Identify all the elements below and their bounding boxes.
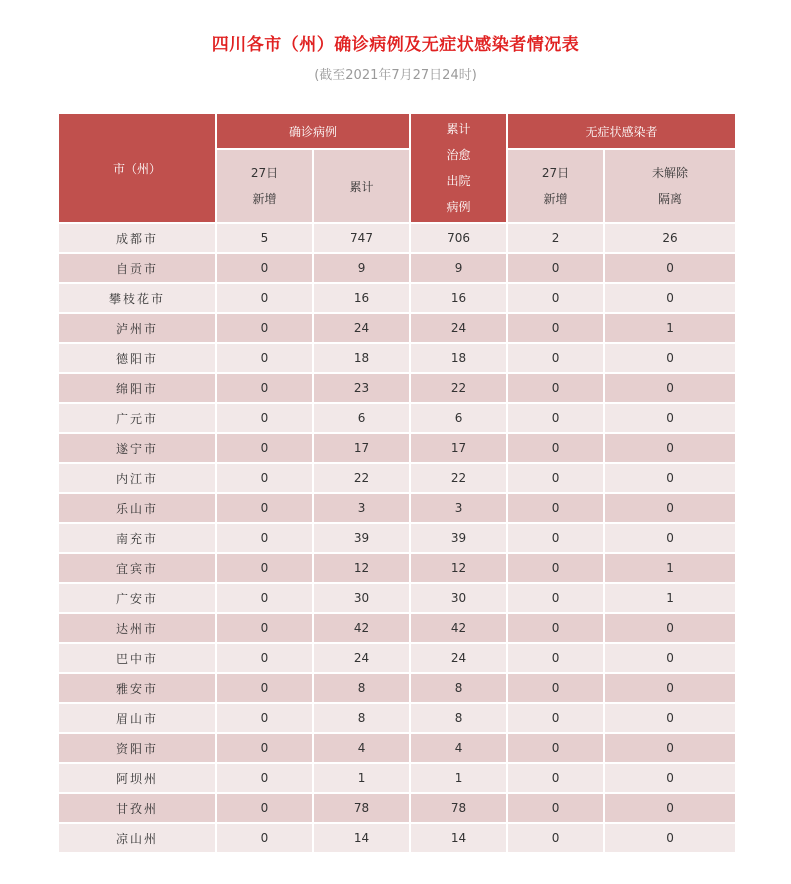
page-title: 四川各市（州）确诊病例及无症状感染者情况表: [211, 35, 580, 55]
table-row: [59, 314, 735, 344]
cell-asym-new: 0: [508, 794, 605, 824]
cell-confirmed-cumulative: 1: [314, 764, 411, 794]
cell-asym-unreleased: 0: [605, 434, 735, 464]
cell-asym-unreleased: 0: [605, 374, 735, 404]
cell-asym-unreleased: 0: [605, 254, 735, 284]
cell-city: 资阳市: [59, 734, 217, 764]
cell-confirmed-cumulative: 42: [314, 614, 411, 644]
cell-confirmed-cumulative: 4: [314, 734, 411, 764]
table-row: [59, 224, 735, 254]
cell-confirmed-new: 0: [217, 614, 314, 644]
table-row: [59, 644, 735, 674]
cell-asym-unreleased: 0: [605, 644, 735, 674]
page-subtitle: (截至2021年7月27日24时): [314, 68, 477, 83]
cell-city: 攀枝花市: [59, 284, 217, 314]
cell-city: 凉山州: [59, 824, 217, 854]
header-recovered-line: 出院: [446, 174, 471, 188]
cell-asym-new: 0: [508, 554, 605, 584]
table-row: [59, 614, 735, 644]
cell-confirmed-new: 0: [217, 704, 314, 734]
cell-confirmed-cumulative: 78: [314, 794, 411, 824]
cell-confirmed-cumulative: 24: [314, 314, 411, 344]
cell-recovered: 14: [411, 824, 508, 854]
cell-city: 广元市: [59, 404, 217, 434]
cell-asym-unreleased: 0: [605, 464, 735, 494]
cell-asym-new: 0: [508, 824, 605, 854]
header-recovered: [411, 114, 508, 224]
cell-confirmed-new: 0: [217, 524, 314, 554]
cell-confirmed-new: 0: [217, 464, 314, 494]
cell-confirmed-new: 0: [217, 494, 314, 524]
cell-city: 内江市: [59, 464, 217, 494]
cell-recovered: 39: [411, 524, 508, 554]
cell-confirmed-new: 0: [217, 314, 314, 344]
cell-confirmed-new: 0: [217, 554, 314, 584]
table-row: [59, 704, 735, 734]
cell-asym-new: 0: [508, 704, 605, 734]
cell-asym-unreleased: 0: [605, 674, 735, 704]
cell-asym-unreleased: 0: [605, 494, 735, 524]
cell-confirmed-cumulative: 16: [314, 284, 411, 314]
cell-confirmed-new: 0: [217, 764, 314, 794]
header-line: 隔离: [658, 192, 683, 206]
cell-confirmed-new: 0: [217, 404, 314, 434]
cell-confirmed-new: 0: [217, 734, 314, 764]
cell-recovered: 17: [411, 434, 508, 464]
cell-confirmed-new: 5: [217, 224, 314, 254]
cell-city: 成都市: [59, 224, 217, 254]
cell-asym-unreleased: 1: [605, 554, 735, 584]
header-city: 市（州）: [59, 114, 217, 224]
cell-asym-new: 0: [508, 734, 605, 764]
cell-recovered: 8: [411, 704, 508, 734]
header-asymptomatic-group: 无症状感染者: [508, 114, 735, 150]
cell-recovered: 4: [411, 734, 508, 764]
cell-confirmed-cumulative: 30: [314, 584, 411, 614]
cell-recovered: 16: [411, 284, 508, 314]
cell-recovered: 22: [411, 374, 508, 404]
table-row: [59, 794, 735, 824]
cell-city: 遂宁市: [59, 434, 217, 464]
header-line: 27日: [250, 166, 279, 180]
cell-city: 雅安市: [59, 674, 217, 704]
cell-asym-new: 0: [508, 674, 605, 704]
table-row: [59, 824, 735, 854]
cell-recovered: 8: [411, 674, 508, 704]
table-row: [59, 254, 735, 284]
cell-confirmed-cumulative: 18: [314, 344, 411, 374]
cell-asym-new: 0: [508, 584, 605, 614]
header-line: 未解除: [652, 166, 689, 180]
cell-city: 自贡市: [59, 254, 217, 284]
table-row: [59, 554, 735, 584]
cell-asym-new: 0: [508, 494, 605, 524]
cell-confirmed-new: 0: [217, 644, 314, 674]
cell-city: 绵阳市: [59, 374, 217, 404]
cell-confirmed-cumulative: 747: [314, 224, 411, 254]
cell-city: 宜宾市: [59, 554, 217, 584]
table-row: [59, 404, 735, 434]
header-recovered-line: 累计: [446, 122, 471, 136]
cell-recovered: 24: [411, 644, 508, 674]
cell-asym-new: 0: [508, 284, 605, 314]
cell-asym-new: 0: [508, 314, 605, 344]
cell-asym-unreleased: 0: [605, 764, 735, 794]
cell-city: 广安市: [59, 584, 217, 614]
header-line: 新增: [543, 192, 568, 206]
header-asym-unreleased: [605, 150, 735, 224]
cell-city: 德阳市: [59, 344, 217, 374]
header-recovered-line: 治愈: [446, 148, 471, 162]
cell-confirmed-cumulative: 14: [314, 824, 411, 854]
cell-confirmed-new: 0: [217, 254, 314, 284]
table-row: [59, 674, 735, 704]
cell-asym-new: 0: [508, 404, 605, 434]
cell-confirmed-new: 0: [217, 824, 314, 854]
cell-asym-new: 2: [508, 224, 605, 254]
cell-recovered: 6: [411, 404, 508, 434]
cell-city: 南充市: [59, 524, 217, 554]
cell-recovered: 42: [411, 614, 508, 644]
cell-asym-unreleased: 0: [605, 824, 735, 854]
cell-recovered: 18: [411, 344, 508, 374]
cell-confirmed-cumulative: 24: [314, 644, 411, 674]
cell-asym-unreleased: 0: [605, 284, 735, 314]
cell-asym-unreleased: 0: [605, 404, 735, 434]
cell-asym-new: 0: [508, 644, 605, 674]
cell-confirmed-cumulative: 3: [314, 494, 411, 524]
cell-city: 巴中市: [59, 644, 217, 674]
cell-confirmed-new: 0: [217, 584, 314, 614]
cell-recovered: 9: [411, 254, 508, 284]
cases-table: [59, 114, 735, 854]
table-row: [59, 284, 735, 314]
cell-recovered: 1: [411, 764, 508, 794]
table-row: [59, 344, 735, 374]
cell-city: 眉山市: [59, 704, 217, 734]
cell-confirmed-cumulative: 9: [314, 254, 411, 284]
table-row: [59, 584, 735, 614]
header-recovered-line: 病例: [446, 200, 471, 214]
cell-city: 甘孜州: [59, 794, 217, 824]
cell-confirmed-new: 0: [217, 374, 314, 404]
cell-asym-new: 0: [508, 614, 605, 644]
cell-asym-new: 0: [508, 254, 605, 284]
cell-asym-new: 0: [508, 524, 605, 554]
header-confirmed-new: [217, 150, 314, 224]
table-row: [59, 764, 735, 794]
table-row: [59, 464, 735, 494]
cell-confirmed-cumulative: 12: [314, 554, 411, 584]
table-row: [59, 494, 735, 524]
cell-asym-new: 0: [508, 434, 605, 464]
cell-confirmed-cumulative: 22: [314, 464, 411, 494]
cell-recovered: 3: [411, 494, 508, 524]
cell-asym-new: 0: [508, 764, 605, 794]
header-confirmed-group: 确诊病例: [217, 114, 411, 150]
cell-city: 达州市: [59, 614, 217, 644]
table-row: [59, 524, 735, 554]
cell-asym-new: 0: [508, 344, 605, 374]
cell-asym-unreleased: 1: [605, 584, 735, 614]
cell-confirmed-new: 0: [217, 794, 314, 824]
cell-confirmed-new: 0: [217, 284, 314, 314]
cell-recovered: 78: [411, 794, 508, 824]
header-asym-new: [508, 150, 605, 224]
cell-asym-new: 0: [508, 464, 605, 494]
cell-confirmed-cumulative: 6: [314, 404, 411, 434]
cell-recovered: 12: [411, 554, 508, 584]
cell-confirmed-new: 0: [217, 434, 314, 464]
cell-city: 乐山市: [59, 494, 217, 524]
cell-asym-unreleased: 0: [605, 734, 735, 764]
cell-asym-unreleased: 0: [605, 614, 735, 644]
cell-asym-unreleased: 0: [605, 704, 735, 734]
cell-asym-unreleased: 0: [605, 344, 735, 374]
table-row: [59, 374, 735, 404]
cell-confirmed-cumulative: 23: [314, 374, 411, 404]
table-row: [59, 734, 735, 764]
cell-confirmed-cumulative: 8: [314, 674, 411, 704]
cell-recovered: 24: [411, 314, 508, 344]
cell-recovered: 30: [411, 584, 508, 614]
cell-city: 阿坝州: [59, 764, 217, 794]
cell-asym-unreleased: 1: [605, 314, 735, 344]
cell-confirmed-cumulative: 39: [314, 524, 411, 554]
table-row: [59, 434, 735, 464]
cell-confirmed-cumulative: 17: [314, 434, 411, 464]
header-line: 27日: [541, 166, 570, 180]
cell-asym-unreleased: 0: [605, 794, 735, 824]
cell-confirmed-new: 0: [217, 344, 314, 374]
cell-confirmed-new: 0: [217, 674, 314, 704]
cell-recovered: 22: [411, 464, 508, 494]
header-line: 新增: [252, 192, 277, 206]
cell-city: 泸州市: [59, 314, 217, 344]
header-confirmed-cumulative: 累计: [314, 150, 411, 224]
cell-asym-new: 0: [508, 374, 605, 404]
cell-asym-unreleased: 26: [605, 224, 735, 254]
cell-recovered: 706: [411, 224, 508, 254]
cell-confirmed-cumulative: 8: [314, 704, 411, 734]
cell-asym-unreleased: 0: [605, 524, 735, 554]
